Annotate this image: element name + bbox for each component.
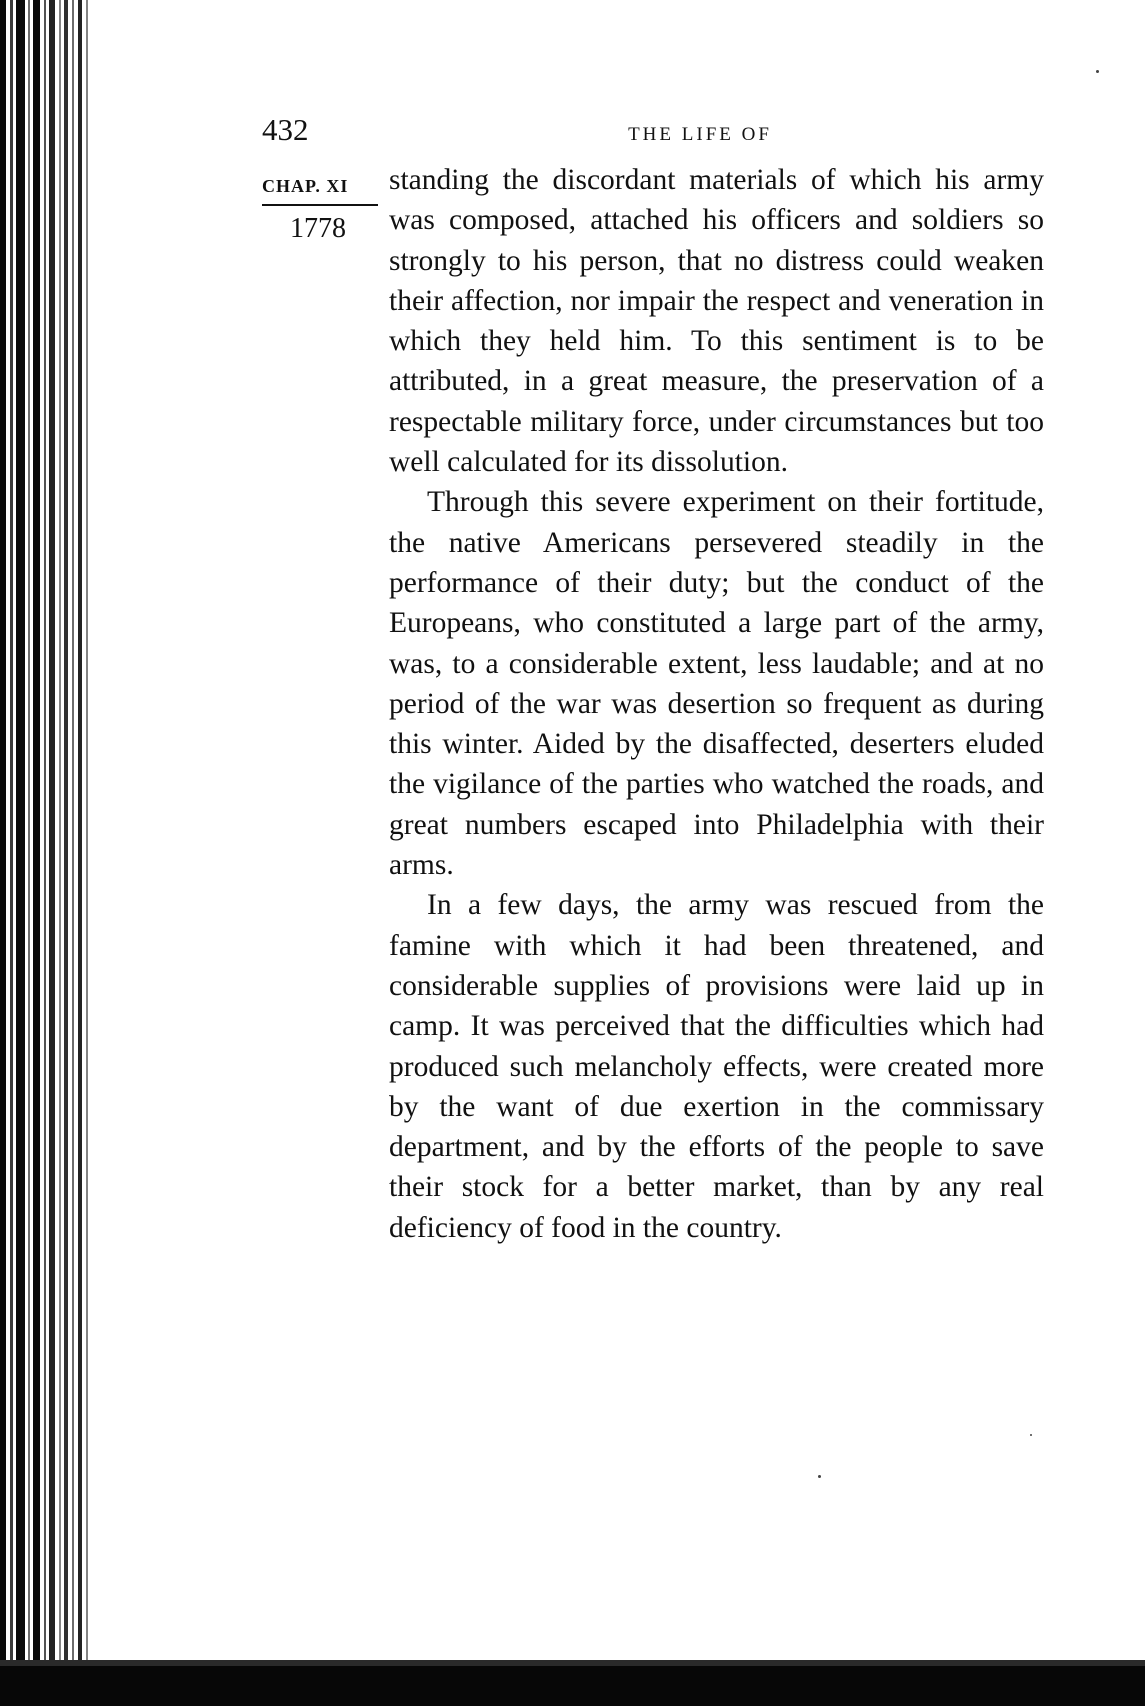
page-speck xyxy=(1096,70,1099,73)
running-head: THE LIFE OF xyxy=(628,124,772,145)
margin-year: 1778 xyxy=(290,213,346,244)
book-spine-edge xyxy=(0,0,92,1706)
paragraph: In a few days, the army was rescued from the famine with which it had been threatened, and considerable supplies of provisions were laid up in camp. It was perceived that the difficulties which had produced such melancholy effects, were created more by the want of due exertion in the commissary department, and by the efforts of the people to save their stock for a better market, than by any real deficiency of food in the country. xyxy=(389,889,1044,1244)
paragraph: standing the discordant materials of which his army was composed, attached his officers and soldiers so strongly to his person, that no distress could weaken their affection, nor impair the respect and veneration in which they held him. To this sentiment is to be attributed, in a great measure, the preservation of a respectable military force, under circumstances but too well calculated for its dissolution. xyxy=(389,164,1044,479)
margin-rule xyxy=(262,204,378,206)
page-number: 432 xyxy=(262,112,309,147)
page-speck xyxy=(818,1475,821,1478)
paragraph: Through this severe experiment on their fortitude, the native Americans persevered steadily in the performance of their duty; but the conduct of the Europeans, who constituted a large part of the army, was, to a considerable extent, less laudable; and at no period of the war was desertion so frequent as during this winter. Aided by the disaffected, deserters eluded the vigilance of the parties who watched the roads, and great numbers escaped into Philadelphia with their arms. xyxy=(389,486,1044,882)
page-speck xyxy=(1030,1434,1032,1436)
margin-chapter-label: CHAP. XI xyxy=(262,176,349,196)
body-text xyxy=(389,160,1044,1248)
page-bottom-edge xyxy=(0,1664,1145,1706)
